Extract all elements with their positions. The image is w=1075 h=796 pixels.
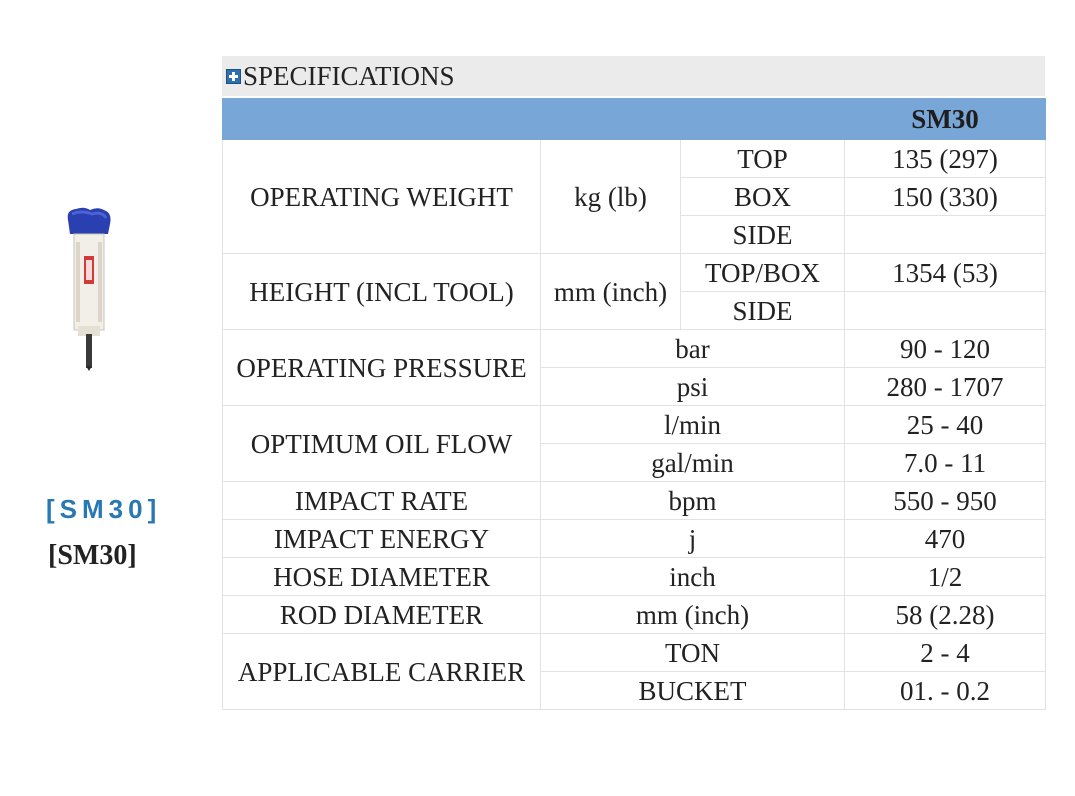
sublabel-top: TOP <box>681 140 845 178</box>
table-row <box>223 140 1046 178</box>
sublabel-side: SIDE <box>681 216 845 254</box>
value-weight-side <box>845 216 1046 254</box>
header-blank-cell <box>223 99 845 140</box>
row-label-oil-flow: OPTIMUM OIL FLOW <box>223 406 541 482</box>
specifications-title: SPECIFICATIONS <box>243 60 455 91</box>
row-label-impact-energy: IMPACT ENERGY <box>223 520 541 558</box>
unit-bucket: BUCKET <box>541 672 845 710</box>
hydraulic-breaker-image <box>62 206 114 371</box>
value-pressure-bar: 90 - 120 <box>845 330 1046 368</box>
value-hose-diameter: 1/2 <box>845 558 1046 596</box>
value-impact-rate: 550 - 950 <box>845 482 1046 520</box>
row-label-hose-diameter: HOSE DIAMETER <box>223 558 541 596</box>
value-height-side <box>845 292 1046 330</box>
unit-ton: TON <box>541 634 845 672</box>
row-label-rod-diameter: ROD DIAMETER <box>223 596 541 634</box>
table-row <box>223 634 1046 672</box>
table-row <box>223 520 1046 558</box>
sublabel-box: BOX <box>681 178 845 216</box>
unit-operating-weight: kg (lb) <box>541 140 681 254</box>
value-impact-energy: 470 <box>845 520 1046 558</box>
table-row <box>223 596 1046 634</box>
value-rod-diameter: 58 (2.28) <box>845 596 1046 634</box>
unit-height: mm (inch) <box>541 254 681 330</box>
value-height-topbox: 1354 (53) <box>845 254 1046 292</box>
table-row <box>223 558 1046 596</box>
product-model-caption: [SM30] <box>48 540 137 571</box>
specifications-table <box>222 98 1046 710</box>
unit-bar: bar <box>541 330 845 368</box>
value-flow-lmin: 25 - 40 <box>845 406 1046 444</box>
model-column-header: SM30 <box>845 99 1046 140</box>
row-label-impact-rate: IMPACT RATE <box>223 482 541 520</box>
sublabel-topbox: TOP/BOX <box>681 254 845 292</box>
row-label-operating-weight: OPERATING WEIGHT <box>223 140 541 254</box>
specifications-header <box>222 56 1045 96</box>
value-carrier-ton: 2 - 4 <box>845 634 1046 672</box>
value-weight-box: 150 (330) <box>845 178 1046 216</box>
table-row <box>223 330 1046 368</box>
product-model-caption-blue: [SM30] <box>46 494 162 524</box>
table-row <box>223 406 1046 444</box>
value-carrier-bucket: 01. - 0.2 <box>845 672 1046 710</box>
unit-inch: inch <box>541 558 845 596</box>
unit-mm-inch: mm (inch) <box>541 596 845 634</box>
table-row <box>223 482 1046 520</box>
sublabel-side: SIDE <box>681 292 845 330</box>
unit-lmin: l/min <box>541 406 845 444</box>
row-label-operating-pressure: OPERATING PRESSURE <box>223 330 541 406</box>
table-row <box>223 254 1046 292</box>
unit-galmin: gal/min <box>541 444 845 482</box>
value-pressure-psi: 280 - 1707 <box>845 368 1046 406</box>
expand-plus-icon[interactable] <box>226 69 241 84</box>
unit-psi: psi <box>541 368 845 406</box>
unit-bpm: bpm <box>541 482 845 520</box>
unit-j: j <box>541 520 845 558</box>
table-header-row <box>223 99 1046 140</box>
row-label-height: HEIGHT (INCL TOOL) <box>223 254 541 330</box>
value-flow-galmin: 7.0 - 11 <box>845 444 1046 482</box>
value-weight-top: 135 (297) <box>845 140 1046 178</box>
row-label-applicable-carrier: APPLICABLE CARRIER <box>223 634 541 710</box>
